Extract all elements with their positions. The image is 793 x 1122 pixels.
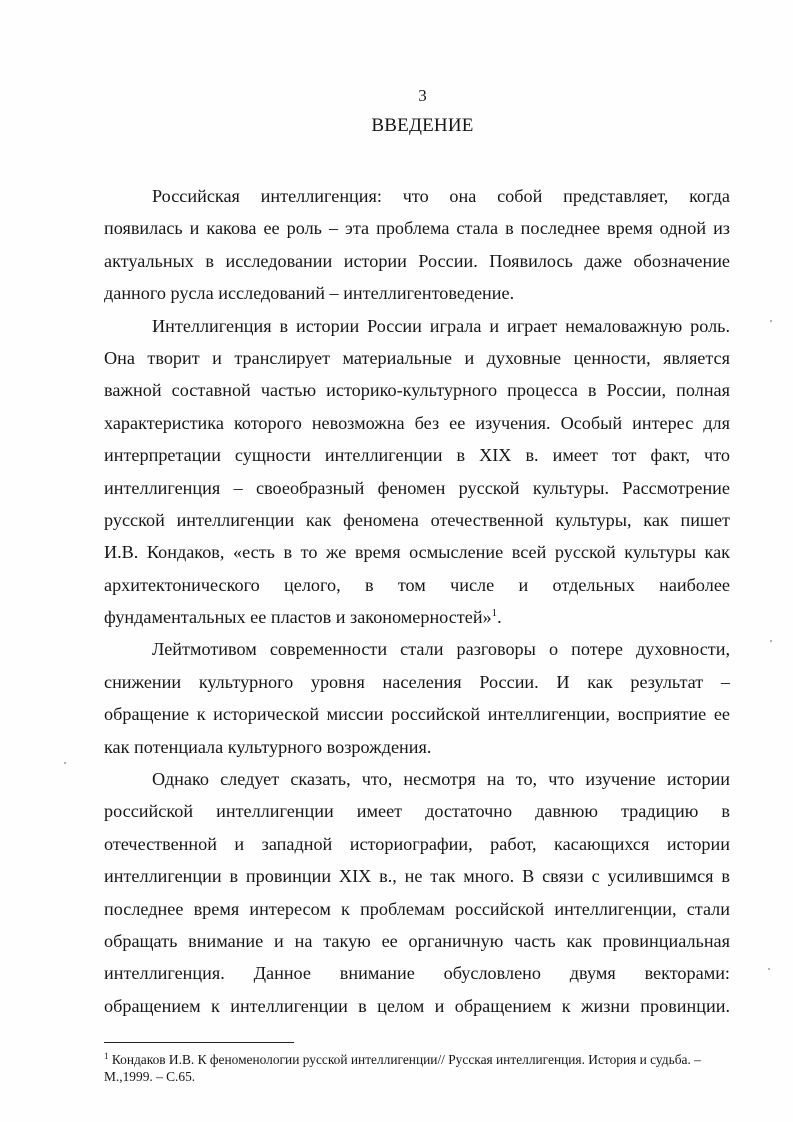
text-line: интеллигенция – своеобразный феномен русской культуры. Рассмотрение [104, 477, 730, 498]
text-line: как потенциала культурного возрождения. [104, 736, 432, 757]
text-line: обращать внимание и на такую ее органичную часть как провинциальная [104, 930, 730, 951]
text-line: русской интеллигенции как феномена отечественной культуры, как пишет [104, 509, 730, 530]
page-number: 3 [418, 86, 427, 105]
text-line: Однако следует сказать, что, несмотря на то, что изучение истории [152, 769, 730, 790]
text-line: интеллигенция. Данное внимание обусловлено двумя векторами: [104, 963, 730, 984]
text-line: архитектонического целого, в том числе и отдельных наиболее [104, 574, 730, 595]
text-fragment: . [497, 607, 502, 628]
text-line: снижении культурного уровня населения России. И как результат – [104, 671, 730, 692]
text-line: характеристика которого невозможна без ее изучения. Особый интерес для [104, 412, 730, 433]
footnote-text: Кондаков И.В. К феноменологии русской интеллигенции// Русская интеллигенция. История и судьба. – [111, 1052, 701, 1067]
text-line [104, 601, 730, 633]
scan-speck [770, 640, 772, 642]
text-fragment: фундаментальных ее пластов и закономерностей» [104, 607, 492, 628]
footnote-reference[interactable]: 1 [491, 607, 498, 620]
text-line: Российская интеллигенция: что она собой представляет, когда [152, 186, 730, 206]
text-line: Интеллигенция в истории России играла и играет немаловажную роль. [152, 315, 730, 336]
text-line: обращение к исторической миссии российской интеллигенции, восприятие ее [104, 704, 730, 725]
footnote-line [104, 1051, 714, 1068]
footnote [104, 1051, 714, 1085]
section-heading: ВВЕДЕНИЕ [371, 115, 474, 136]
paragraph [104, 310, 730, 634]
scan-speck [770, 320, 772, 322]
scan-speck [64, 762, 66, 764]
text-line: обращением к интеллигенции в целом и обращением к жизни провинции. [104, 995, 730, 1016]
footnote-line: М.,1999. – С.65. [104, 1069, 196, 1084]
text-line: актуальных в исследовании истории России. Появилось даже обозначение [104, 250, 730, 271]
paragraph [104, 633, 730, 763]
paragraph [104, 180, 730, 310]
text-line: данного русла исследований – интеллигентоведение. [104, 283, 515, 304]
text-line: российской интеллигенции имеет достаточно давнюю традицию в [104, 801, 730, 822]
text-line: последнее время интересом к проблемам российской интеллигенции, стали [104, 898, 730, 919]
text-line: интерпретации сущности интеллигенции в XIX в. имеет тот факт, что [104, 445, 730, 466]
text-line: И.В. Кондаков, «есть в то же время осмысление всей русской культуры как [104, 542, 730, 563]
paragraph [104, 763, 730, 1022]
body-text [104, 180, 730, 1022]
text-line: интеллигенции в провинции XIX в., не так много. В связи с усилившимся в [104, 866, 730, 887]
text-line: важной составной частью историко-культурного процесса в России, полная [104, 380, 730, 401]
footnote-marker: 1 [104, 1051, 109, 1061]
text-line: отечественной и западной историографии, работ, касающихся истории [104, 833, 730, 854]
footnote-divider [104, 1042, 294, 1043]
text-line: появилась и какова ее роль – эта проблема стала в последнее время одной из [104, 218, 730, 239]
text-line: Она творит и транслирует материальные и духовные ценности, является [104, 347, 730, 368]
text-line: Лейтмотивом современности стали разговоры о потере духовности, [152, 639, 730, 660]
scan-speck [768, 968, 770, 970]
